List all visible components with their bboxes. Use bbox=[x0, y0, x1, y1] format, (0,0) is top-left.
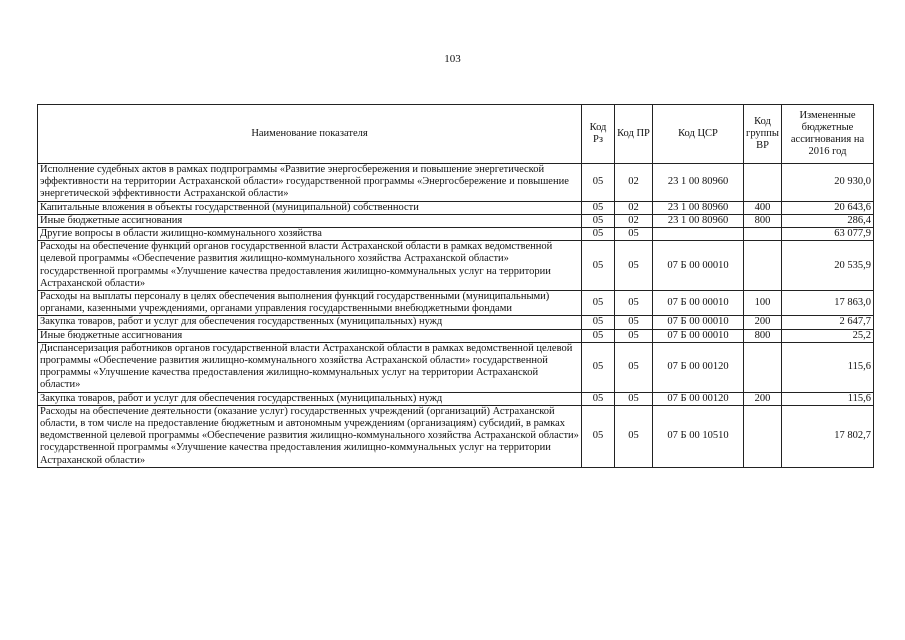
cell-name: Капитальные вложения в объекты государственной (муниципальной) собственности bbox=[38, 201, 582, 214]
cell-name: Закупка товаров, работ и услуг для обеспечения государственных (муниципальных) нужд bbox=[38, 316, 582, 329]
cell-csr: 07 Б 00 00010 bbox=[653, 291, 744, 316]
cell-pr: 05 bbox=[615, 329, 653, 342]
cell-sum: 115,6 bbox=[782, 392, 874, 405]
cell-csr: 07 Б 00 00010 bbox=[653, 329, 744, 342]
table-row bbox=[38, 392, 874, 405]
table-row bbox=[38, 291, 874, 316]
cell-pr: 05 bbox=[615, 342, 653, 392]
table-row bbox=[38, 228, 874, 241]
cell-name: Исполнение судебных актов в рамках подпрограммы «Развитие энергосбережения и повышение энергетической эффективности на территории Астраханской области» государственной программы «Энергосбережение и повышение энергетической эффективности Астраханской области» bbox=[38, 164, 582, 202]
cell-csr: 07 Б 00 00120 bbox=[653, 342, 744, 392]
cell-vr bbox=[744, 228, 782, 241]
cell-sum: 20 930,0 bbox=[782, 164, 874, 202]
table-row bbox=[38, 201, 874, 214]
cell-rz: 05 bbox=[582, 329, 615, 342]
cell-rz: 05 bbox=[582, 316, 615, 329]
cell-name: Иные бюджетные ассигнования bbox=[38, 329, 582, 342]
cell-rz: 05 bbox=[582, 342, 615, 392]
cell-sum: 17 802,7 bbox=[782, 405, 874, 467]
header-name: Наименование показателя bbox=[38, 105, 582, 164]
cell-csr: 07 Б 00 00010 bbox=[653, 241, 744, 291]
cell-vr: 200 bbox=[744, 392, 782, 405]
table-row bbox=[38, 316, 874, 329]
cell-rz: 05 bbox=[582, 392, 615, 405]
cell-vr: 800 bbox=[744, 329, 782, 342]
budget-table bbox=[37, 104, 874, 468]
cell-sum: 17 863,0 bbox=[782, 291, 874, 316]
header-sum: Измененные бюджетные ассигнования на 2016 год bbox=[782, 105, 874, 164]
cell-rz: 05 bbox=[582, 405, 615, 467]
cell-csr: 07 Б 00 00010 bbox=[653, 316, 744, 329]
cell-vr bbox=[744, 241, 782, 291]
table-header-row bbox=[38, 105, 874, 164]
cell-vr: 100 bbox=[744, 291, 782, 316]
cell-pr: 02 bbox=[615, 164, 653, 202]
cell-name: Закупка товаров, работ и услуг для обеспечения государственных (муниципальных) нужд bbox=[38, 392, 582, 405]
cell-name: Иные бюджетные ассигнования bbox=[38, 214, 582, 227]
table-row bbox=[38, 241, 874, 291]
cell-sum: 63 077,9 bbox=[782, 228, 874, 241]
header-rz: Код Рз bbox=[582, 105, 615, 164]
cell-csr: 23 1 00 80960 bbox=[653, 201, 744, 214]
cell-sum: 2 647,7 bbox=[782, 316, 874, 329]
cell-pr: 05 bbox=[615, 392, 653, 405]
cell-pr: 05 bbox=[615, 291, 653, 316]
cell-csr: 23 1 00 80960 bbox=[653, 164, 744, 202]
cell-vr bbox=[744, 342, 782, 392]
cell-sum: 25,2 bbox=[782, 329, 874, 342]
cell-vr: 200 bbox=[744, 316, 782, 329]
cell-pr: 05 bbox=[615, 316, 653, 329]
cell-pr: 05 bbox=[615, 241, 653, 291]
cell-vr: 400 bbox=[744, 201, 782, 214]
cell-rz: 05 bbox=[582, 164, 615, 202]
table-row bbox=[38, 405, 874, 467]
cell-sum: 20 535,9 bbox=[782, 241, 874, 291]
table-row bbox=[38, 214, 874, 227]
cell-rz: 05 bbox=[582, 228, 615, 241]
header-pr: Код ПР bbox=[615, 105, 653, 164]
cell-rz: 05 bbox=[582, 241, 615, 291]
cell-name: Расходы на выплаты персоналу в целях обеспечения выполнения функций государственными (муниципальными) органами, казенными учреждениями, органами управления государственными внебюджетными фондами bbox=[38, 291, 582, 316]
cell-csr: 07 Б 00 10510 bbox=[653, 405, 744, 467]
cell-pr: 02 bbox=[615, 201, 653, 214]
table-row bbox=[38, 342, 874, 392]
cell-vr bbox=[744, 405, 782, 467]
cell-pr: 05 bbox=[615, 228, 653, 241]
cell-pr: 05 bbox=[615, 405, 653, 467]
cell-sum: 286,4 bbox=[782, 214, 874, 227]
table-body bbox=[38, 164, 874, 468]
cell-csr bbox=[653, 228, 744, 241]
cell-name: Диспансеризация работников органов государственной власти Астраханской области в рамках ведомственной целевой программы «Обеспечение развития жилищно-коммунального хозяйства Астраханской области» государственной программы «Улучшение качества предоставления жилищно-коммунальных услуг на территории Астраханской области» bbox=[38, 342, 582, 392]
table-row bbox=[38, 329, 874, 342]
cell-name: Расходы на обеспечение функций органов государственной власти Астраханской области в рамках ведомственной целевой программы «Обеспечение развития жилищно-коммунального хозяйства Астраханской области» государственной программы «Улучшение качества предоставления жилищно-коммунальных услуг на территории Астраханской области» bbox=[38, 241, 582, 291]
cell-name: Другие вопросы в области жилищно-коммунального хозяйства bbox=[38, 228, 582, 241]
cell-csr: 07 Б 00 00120 bbox=[653, 392, 744, 405]
cell-rz: 05 bbox=[582, 291, 615, 316]
cell-name: Расходы на обеспечение деятельности (оказание услуг) государственных учреждений (организаций) Астраханской области, в том числе на предоставление бюджетным и автономным учреждениям (организациям) субсидий, в рамках ведомственной целевой программы «Обеспечение развития жилищно-коммунального хозяйства Астраханской области» государственной программы «Улучшение качества предоставления жилищно-коммунальных услуг на территории Астраханской области» bbox=[38, 405, 582, 467]
cell-sum: 115,6 bbox=[782, 342, 874, 392]
header-csr: Код ЦСР bbox=[653, 105, 744, 164]
header-vr: Код группы ВР bbox=[744, 105, 782, 164]
cell-vr: 800 bbox=[744, 214, 782, 227]
table-row bbox=[38, 164, 874, 202]
cell-sum: 20 643,6 bbox=[782, 201, 874, 214]
cell-rz: 05 bbox=[582, 214, 615, 227]
cell-pr: 02 bbox=[615, 214, 653, 227]
cell-vr bbox=[744, 164, 782, 202]
cell-rz: 05 bbox=[582, 201, 615, 214]
cell-csr: 23 1 00 80960 bbox=[653, 214, 744, 227]
page-number: 103 bbox=[444, 53, 461, 65]
